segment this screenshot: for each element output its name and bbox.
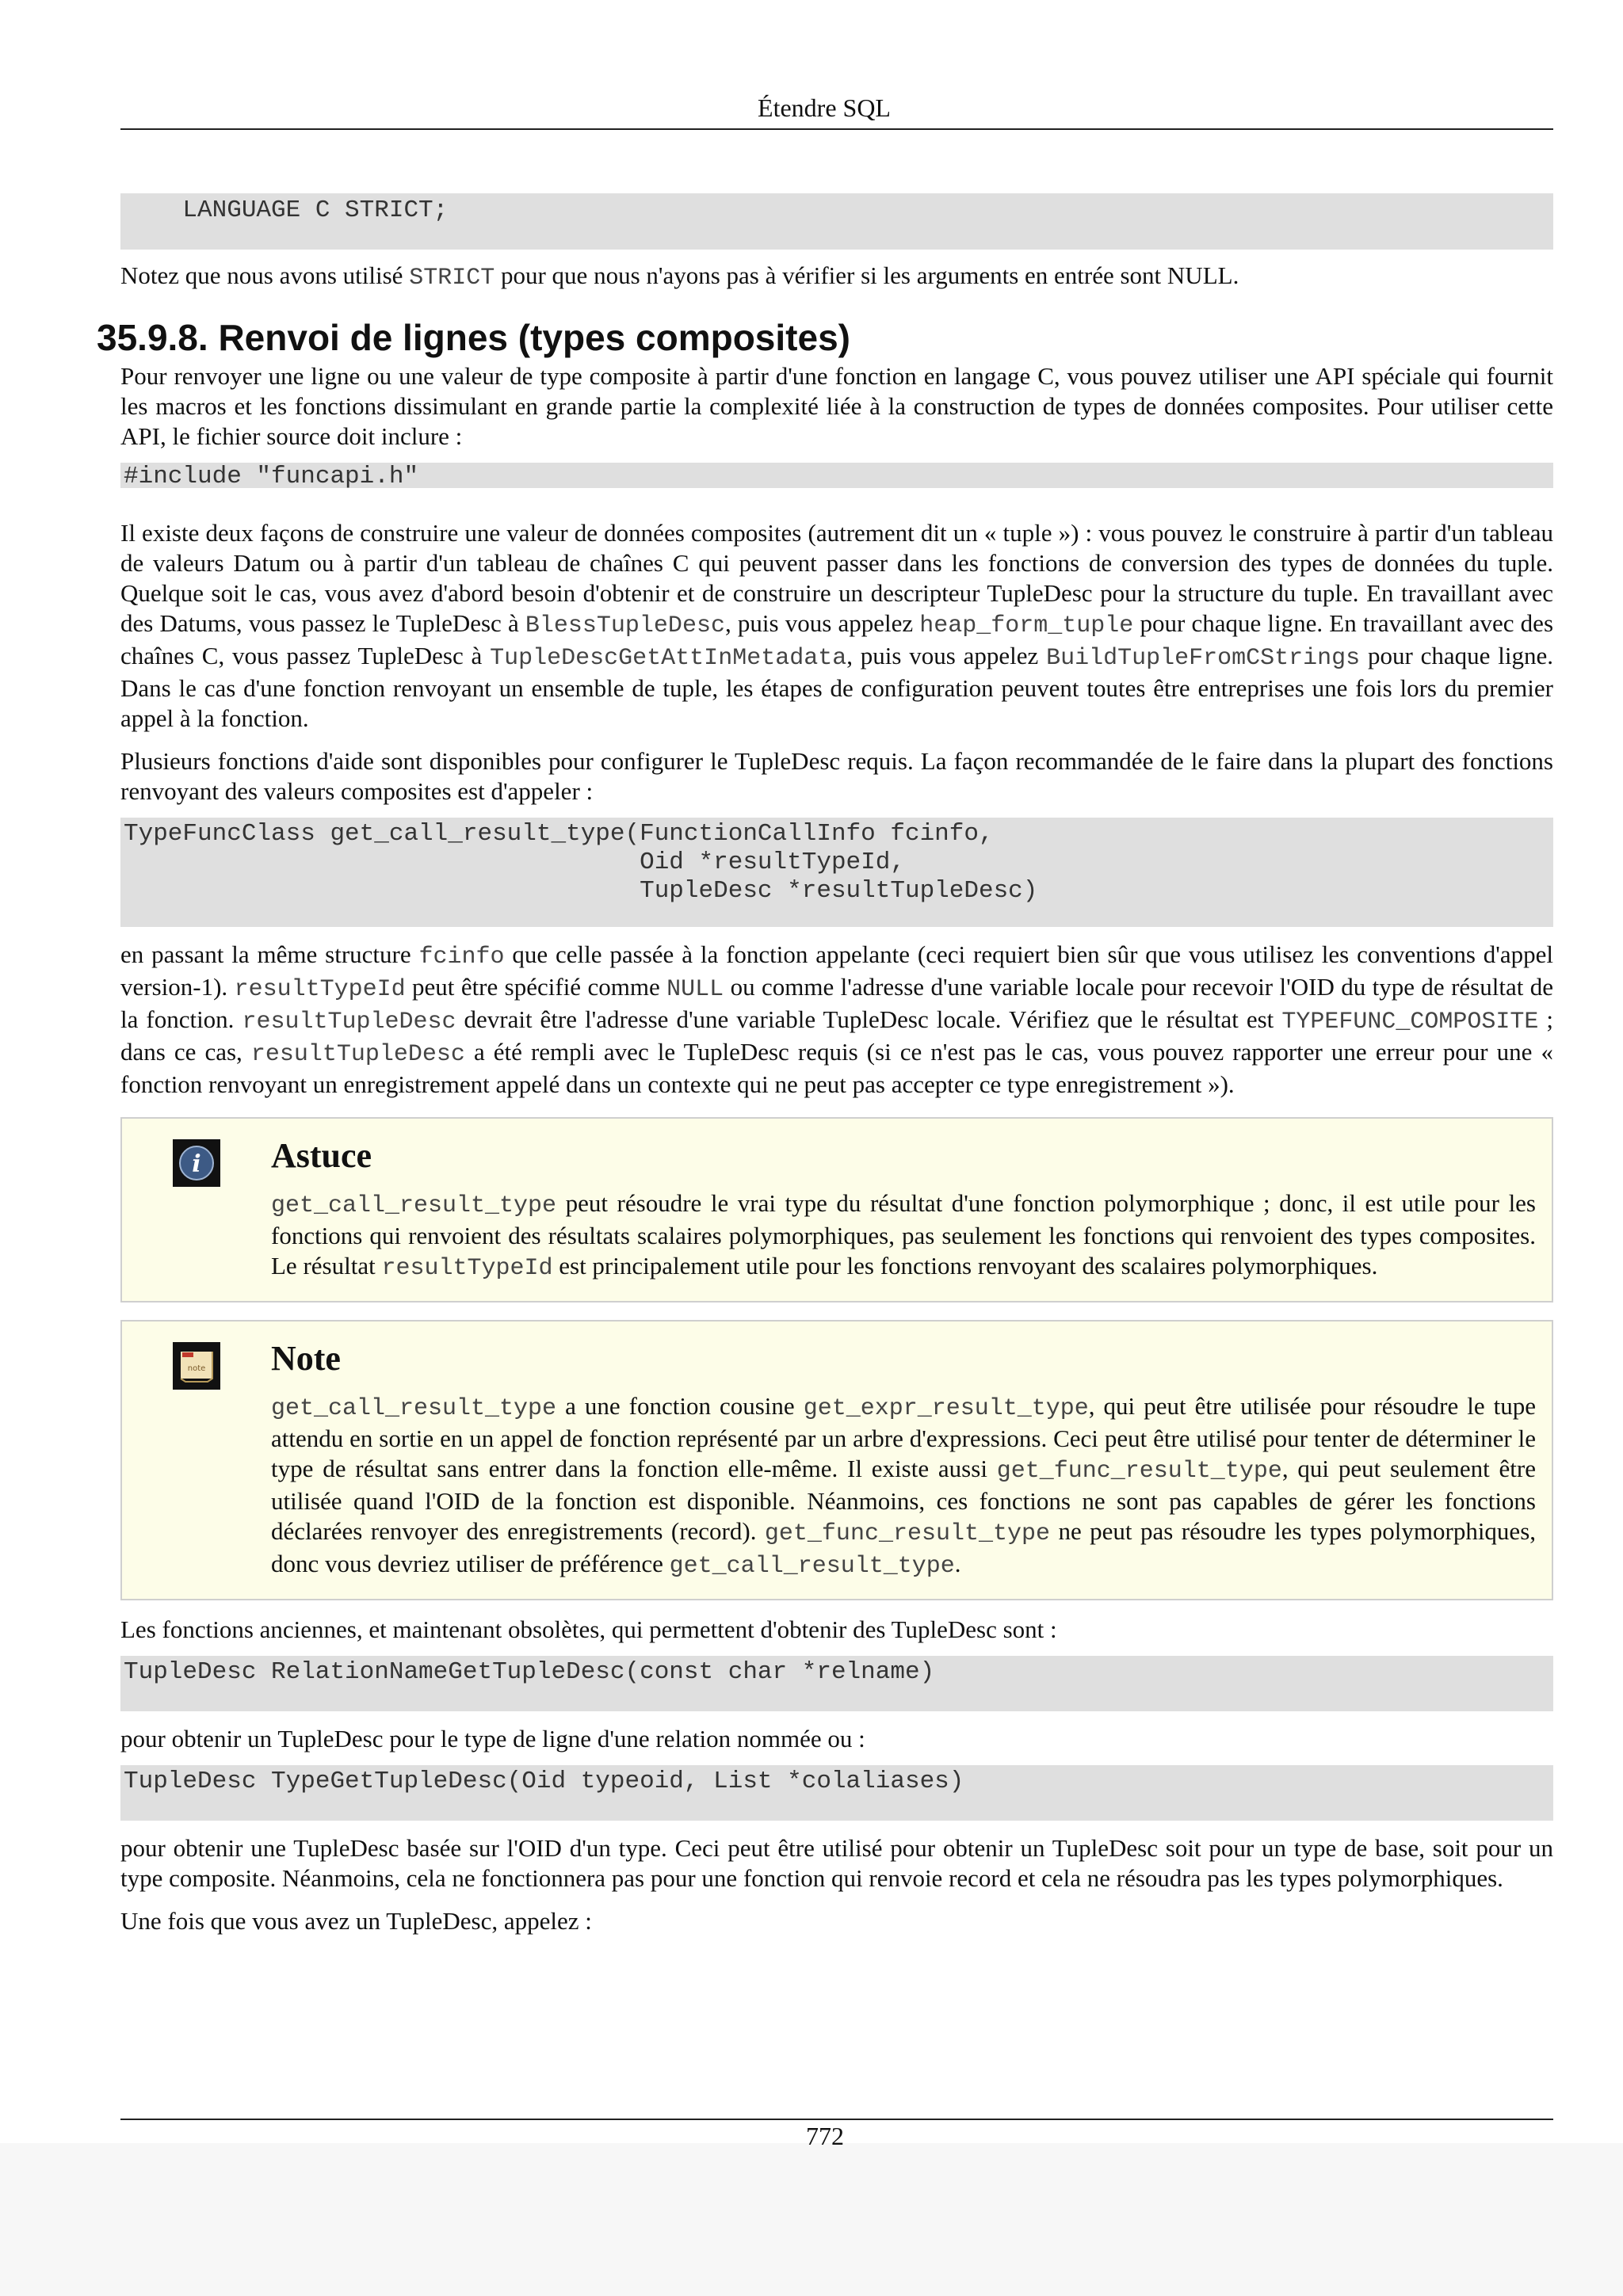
info-icon	[173, 1139, 220, 1187]
page-bottom-margin	[0, 2143, 1623, 2296]
note-text: get_call_result_type a une fonction cousine get_expr_result_type, qui peut être utilisée pour résoudre le tupe attendu en sortie en un appel de fonction représenté par un arbre d'expressions. Ceci peut être utilisé pour tenter de déterminer le type de résultat sans entrer dans la fonction elle-même. Il existe aussi get_func_result_type, qui peut seulement être utilisée quand l'OID de la fonction est disponible. Néanmoins, ces fonctions ne sont pas capables de gérer les fonctions déclarées renvoyer des enregistrements (record). get_func_result_type ne peut pas résoudre les types polymorphiques, donc vous devriez utiliser de préférence get_call_result_type.	[271, 1392, 1537, 1580]
note-box	[120, 1320, 1553, 1600]
page-content	[120, 193, 1553, 1936]
tip-text: get_call_result_type peut résoudre le vrai type du résultat d'une fonction polymorphique ; donc, il est utile pour les fonctions qui renvoient des résultats scalaires polymorphiques, pas seulement les fonctions qui renvoient des types composites. Le résultat resultTypeId est principalement utile pour les fonctions renvoyant des scalaires polymorphiques.	[271, 1189, 1536, 1282]
paragraph-intro: Pour renvoyer une ligne ou une valeur de type composite à partir d'une fonction en langage C, vous pouvez utiliser une API spéciale qui fournit les macros et les fonctions dissimulant en grande partie la complexité liée à la construction de types de données composites. Pour utiliser cette API, le fichier source doit inclure :	[120, 362, 1553, 450]
paragraph-strict: Notez que nous avons utilisé STRICT pour que nous n'ayons pas à vérifier si les arguments en entrée sont NULL.	[120, 261, 1239, 292]
header-rule	[120, 128, 1553, 130]
paragraph-typeget: pour obtenir une TupleDesc basée sur l'OID d'un type. Ceci peut être utilisé pour obtenir un TupleDesc soit pour un type de base, soit pour un type composite. Néanmoins, cela ne fonctionnera pas pour une fonction qui renvoie record et cela ne résoudra pas les types polymorphiques.	[120, 1834, 1553, 1892]
running-header: Étendre SQL	[758, 93, 891, 122]
note-icon	[173, 1342, 220, 1390]
paragraph-once: Une fois que vous avez un TupleDesc, appelez :	[120, 1907, 592, 1935]
paragraph-passing: en passant la même structure fcinfo que celle passée à la fonction appelante (ceci requiert bien sûr que vous utilisez les conventions d'appel version-1). resultTypeId peut être spécifié comme NULL ou comme l'adresse d'une variable locale pour recevoir l'OID du type de résultat de la fonction. resultTupleDesc devrait être l'adresse d'une variable TupleDesc locale. Vérifiez que le résultat est TYPEFUNC_COMPOSITE ; dans ce cas, resultTupleDesc a été rempli avec le TupleDesc requis (si ce n'est pas le cas, vous pouvez rapporter une erreur pour une « fonction renvoyant un enregistrement appelé dans un contexte qui ne peut pas accepter ce type enregistrement »).	[120, 940, 1554, 1098]
code-get-call-result-type: TypeFuncClass get_call_result_type(FunctionCallInfo fcinfo, Oid *resultTypeId, TupleDesc *resultTupleDesc)	[120, 818, 1553, 927]
svg-text:note: note	[187, 1364, 206, 1373]
footer-rule	[120, 2119, 1553, 2120]
paragraph-helpers: Plusieurs fonctions d'aide sont disponibles pour configurer le TupleDesc requis. La façon recommandée de le faire dans la plupart des fonctions renvoyant des valeurs composites est d'appeler :	[120, 747, 1553, 805]
paragraph-tuple: Il existe deux façons de construire une valeur de données composites (autrement dit un « tuple ») : vous pouvez le construire à partir d'un tableau de valeurs Datum ou à partir d'un tableau de chaînes C qui peuvent passer dans les fonctions de conversion des types de données du tuple. Quelque soit le cas, vous avez d'abord besoin d'obtenir et de construire un descripteur TupleDesc pour la structure du tuple. En travaillant avec des Datums, vous passez le TupleDesc à BlessTupleDesc, puis vous appelez heap_form_tuple pour chaque ligne. En travaillant avec des chaînes C, vous passez TupleDesc à TupleDescGetAttInMetadata, puis vous appelez BuildTupleFromCStrings pour chaque ligne. Dans le cas d'une fonction renvoyant un ensemble de tuple, les étapes de configuration peuvent toutes être entreprises une fois lors du premier appel à la fonction.	[120, 519, 1554, 732]
code-language-strict: LANGUAGE C STRICT;	[120, 193, 1553, 250]
code-include: #include "funcapi.h"	[120, 463, 1553, 488]
code-relation-name: TupleDesc RelationNameGetTupleDesc(const char *relname)	[120, 1656, 1553, 1711]
paragraph-relname: pour obtenir un TupleDesc pour le type de ligne d'une relation nommée ou :	[120, 1725, 865, 1753]
tip-title: Astuce	[271, 1136, 372, 1175]
page-number: 772	[806, 2122, 844, 2150]
code-type-get-tuple: TupleDesc TypeGetTupleDesc(Oid typeoid, List *colaliases)	[120, 1765, 1553, 1821]
tip-box	[120, 1117, 1553, 1302]
note-title: Note	[271, 1339, 341, 1378]
svg-text:i: i	[192, 1150, 201, 1178]
section-heading: 35.9.8. Renvoi de lignes (types composites)	[97, 317, 850, 358]
paragraph-old-functions: Les fonctions anciennes, et maintenant obsolètes, qui permettent d'obtenir des TupleDesc sont :	[120, 1615, 1057, 1643]
